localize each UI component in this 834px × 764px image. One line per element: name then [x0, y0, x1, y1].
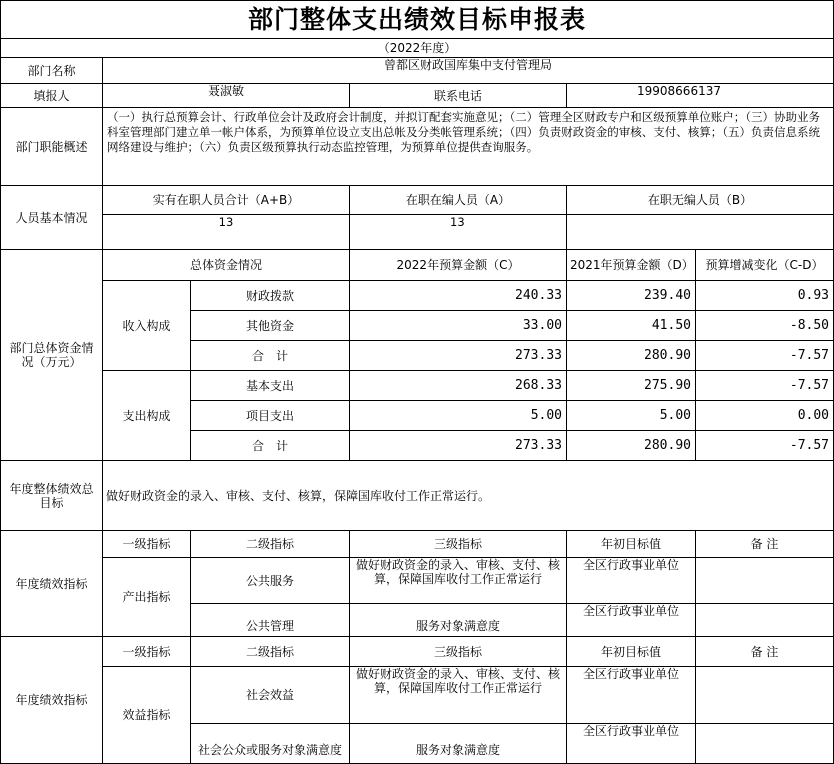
expense-c: 268.33: [350, 371, 567, 401]
ind-note: [696, 724, 834, 764]
expense-total-name: 合 计: [191, 431, 350, 461]
expense-total-c: 273.33: [350, 431, 567, 461]
functions-label: 部门职能概述: [1, 108, 103, 186]
ind-level3: 做好财政资金的录入、审核、支付、核算，保障国库收付工作正常运行: [350, 667, 567, 724]
ind-header-note: 备 注: [696, 637, 834, 667]
expense-total-d: 280.90: [567, 431, 696, 461]
expense-label: 支出构成: [103, 371, 191, 461]
indicators-label: 年度绩效指标: [1, 531, 103, 637]
ind-target: 全区行政事业单位: [567, 558, 696, 604]
ind-header-level1: 一级指标: [103, 531, 191, 558]
ind-note: [696, 558, 834, 604]
ind-target: 全区行政事业单位: [567, 667, 696, 724]
ind-target: 全区行政事业单位: [567, 724, 696, 764]
expense-d: 5.00: [567, 401, 696, 431]
funds-label: 部门总体资金情况（万元）: [1, 250, 103, 461]
staff-header-a: 在职在编人员（A）: [350, 186, 567, 215]
ind-note: [696, 667, 834, 724]
staff-label: 人员基本情况: [1, 186, 103, 250]
income-total-diff: -7.57: [696, 341, 834, 371]
expense-name: 项目支出: [191, 401, 350, 431]
ind-header-note: 备 注: [696, 531, 834, 558]
income-name: 财政拨款: [191, 281, 350, 311]
ind-header-level3: 三级指标: [350, 637, 567, 667]
ind-note: [696, 604, 834, 637]
income-c: 33.00: [350, 311, 567, 341]
ind-target: 全区行政事业单位: [567, 604, 696, 637]
expense-d: 275.90: [567, 371, 696, 401]
funds-header-2022: 2022年预算金额（C）: [350, 250, 567, 281]
ind-level3: 做好财政资金的录入、审核、支付、核算，保障国库收付工作正常运行: [350, 558, 567, 604]
funds-header-total: 总体资金情况: [103, 250, 350, 281]
expense-name: 基本支出: [191, 371, 350, 401]
ind-level3: 服务对象满意度: [350, 604, 567, 637]
income-c: 240.33: [350, 281, 567, 311]
dept-label: 部门名称: [1, 58, 103, 84]
ind-header-level3: 三级指标: [350, 531, 567, 558]
ind-header-level2: 二级指标: [191, 637, 350, 667]
goal-label: 年度整体绩效总目标: [1, 461, 103, 531]
funds-header-change: 预算增减变化（C-D）: [696, 250, 834, 281]
ind-level2: 公共管理: [191, 604, 350, 637]
expense-total-diff: -7.57: [696, 431, 834, 461]
form-title: 部门整体支出绩效目标申报表: [1, 1, 834, 39]
staff-header-b: 在职无编人员（B）: [567, 186, 834, 215]
ind-header-target: 年初目标值: [567, 637, 696, 667]
phone-label: 联系电话: [350, 84, 567, 108]
ind-header-level1: 一级指标: [103, 637, 191, 667]
expense-diff: 0.00: [696, 401, 834, 431]
phone-value: 19908666137: [567, 84, 834, 108]
staff-header-total: 实有在职人员合计（A+B）: [103, 186, 350, 215]
income-d: 41.50: [567, 311, 696, 341]
reporter-name: 聂淑敏: [103, 84, 350, 108]
expense-c: 5.00: [350, 401, 567, 431]
income-total-c: 273.33: [350, 341, 567, 371]
funds-header-2021: 2021年预算金额（D）: [567, 250, 696, 281]
ind-level2: 公共服务: [191, 558, 350, 604]
income-total-d: 280.90: [567, 341, 696, 371]
ind-level2: 社会效益: [191, 667, 350, 724]
income-name: 其他资金: [191, 311, 350, 341]
ind-header-target: 年初目标值: [567, 531, 696, 558]
ind-level1: 产出指标: [103, 558, 191, 637]
dept-value: 曾都区财政国库集中支付管理局: [103, 58, 834, 84]
income-diff: -8.50: [696, 311, 834, 341]
ind-level3: 服务对象满意度: [350, 724, 567, 764]
staff-value-b: [567, 215, 834, 250]
income-total-name: 合 计: [191, 341, 350, 371]
functions-text: （一）执行总预算会计、行政单位会计及政府会计制度，并拟订配套实施意见；（二）管理全区财政专户和区级预算单位账户；（三）协助业务科室管理部门建立单一帐户体系，为预算单位设立支出总帐及分类帐管理系统；（四）负责财政资金的审核、支付、核算；（五）负责信息系统网络建设与维护；（六）负责区级预算执行动态监控管理，为预算单位提供查询服务。: [103, 108, 834, 186]
reporter-label: 填报人: [1, 84, 103, 108]
income-diff: 0.93: [696, 281, 834, 311]
staff-value-total: 13: [103, 215, 350, 250]
form-year: （2022年度）: [1, 39, 834, 58]
ind-header-level2: 二级指标: [191, 531, 350, 558]
expense-diff: -7.57: [696, 371, 834, 401]
indicators-label: 年度绩效指标: [1, 637, 103, 764]
ind-level2: 社会公众或服务对象满意度: [191, 724, 350, 764]
ind-level1: 效益指标: [103, 667, 191, 764]
income-label: 收入构成: [103, 281, 191, 371]
goal-text: 做好财政资金的录入、审核、支付、核算，保障国库收付工作正常运行。: [103, 461, 834, 531]
staff-value-a: 13: [350, 215, 567, 250]
income-d: 239.40: [567, 281, 696, 311]
